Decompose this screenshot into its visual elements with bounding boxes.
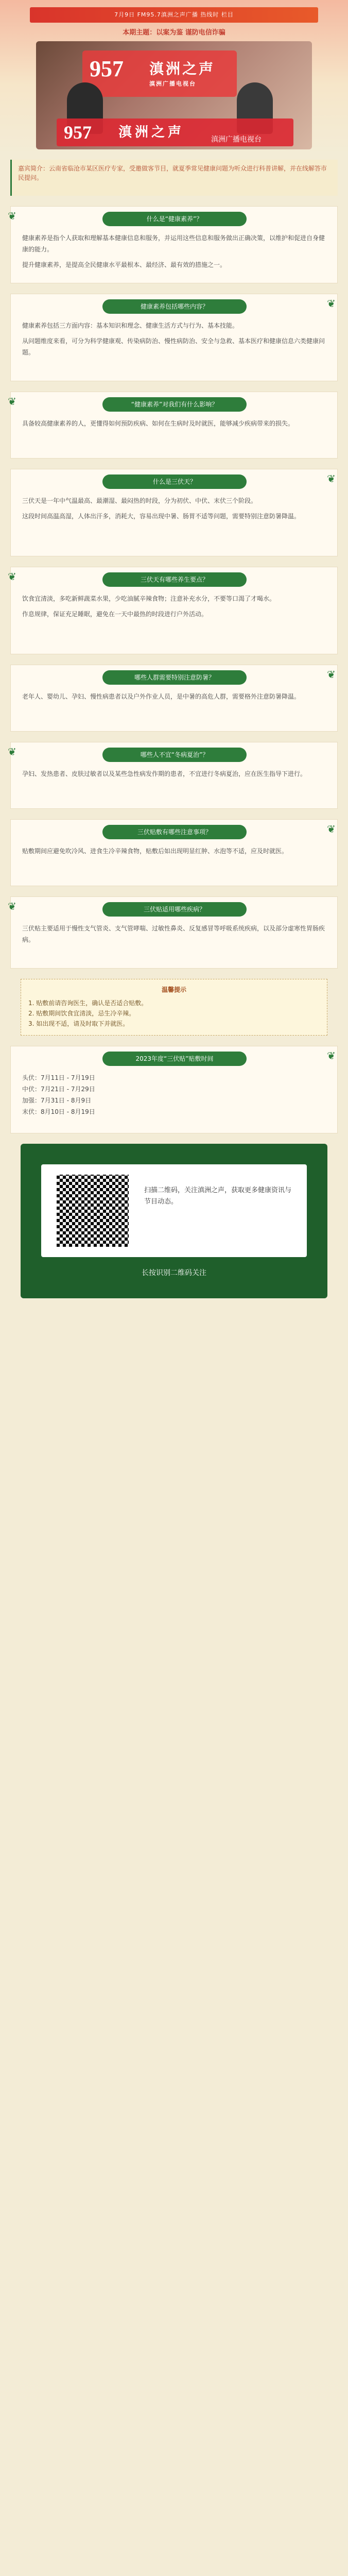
header (0, 0, 348, 155)
section-title: 哪些人群需要特别注意防暑？ (102, 670, 247, 685)
notice-line: 1. 贴敷前请咨询医生，确认是否适合贴敷。 (28, 999, 148, 1007)
section-unsuitable (10, 742, 338, 809)
leaf-icon: ❦ (327, 823, 336, 835)
desk-logo-sub: 滇洲广播电视台 (211, 135, 262, 144)
station-logo-number: 957 (90, 56, 124, 81)
section-title: 三伏贴适用哪些疾病？ (102, 902, 247, 917)
section-title: 什么是“健康素养”？ (102, 212, 247, 226)
section-body (22, 768, 326, 784)
paragraph: 作息规律，保证充足睡眠，避免在一天中最热的时段进行户外活动。 (22, 611, 208, 618)
section-body (22, 320, 326, 362)
leaf-icon: ❦ (327, 472, 336, 485)
leaf-icon: ❦ (327, 297, 336, 310)
leaf-icon: ❦ (8, 900, 16, 912)
leaf-icon: ❦ (8, 745, 16, 758)
section-title: 哪些人不宜“冬病夏治”？ (102, 748, 247, 762)
section-health-tips (10, 567, 338, 654)
section-applicable (10, 896, 338, 969)
paragraph: 孕妇、发热患者、皮肤过敏者以及某些急性病发作期的患者，不宜进行冬病夏治，应在医生指导下进行。 (22, 770, 307, 777)
section-title: 健康素养包括哪些内容？ (102, 299, 247, 314)
section-body (22, 418, 326, 433)
section-precautions (10, 819, 338, 886)
section-literacy-content (10, 294, 338, 381)
section-body (22, 845, 326, 861)
section-health-literacy (10, 206, 338, 283)
station-logo (82, 50, 237, 97)
qr-code[interactable] (57, 1175, 129, 1247)
qr-caption: 长按识别二维码关注 (142, 1269, 206, 1277)
header-subtitle: 本期主题：以案为鉴 谨防电信诈骗 (123, 29, 225, 37)
section-literacy-impact (10, 392, 338, 459)
leaf-icon: ❦ (8, 210, 16, 222)
desk-logo-name: 滇洲之声 (118, 125, 185, 140)
schedule-list (22, 1072, 326, 1117)
notice-box (21, 979, 327, 1036)
section-dog-days (10, 469, 338, 556)
paragraph: 贴敷期间应避免吹冷风、进食生冷辛辣食物，贴敷后如出现明显红肿、水泡等不适，应及时就医。 (22, 848, 288, 855)
leaf-icon: ❦ (327, 668, 336, 681)
paragraph: 老年人、婴幼儿、孕妇、慢性病患者以及户外作业人员，是中暑的高危人群，需要格外注意防暑降温。 (22, 693, 301, 700)
paragraph: 提升健康素养，是提高全民健康水平最根本、最经济、最有效的措施之一。 (22, 261, 227, 268)
paragraph: 三伏天是一年中气温最高、最潮湿、最闷热的时段，分为初伏、中伏、末伏三个阶段。 (22, 497, 257, 504)
guest-intro: 嘉宾简介：云南省临沧市某区医疗专家，受邀做客节目，就夏季常见健康问题为听众进行科普讲解，并在线解答市民提问。 (10, 160, 338, 196)
paragraph: 健康素养包括三方面内容：基本知识和理念、健康生活方式与行为、基本技能。 (22, 322, 239, 329)
notice-line: 2. 贴敷期间饮食宜清淡，忌生冷辛辣。 (28, 1010, 135, 1017)
section-schedule (10, 1046, 338, 1133)
leaf-icon: ❦ (8, 395, 16, 408)
schedule-item: 头伏：7月11日 - 7月19日 (22, 1074, 95, 1081)
section-title: 2023年度“三伏贴”贴敷时间 (102, 1052, 247, 1066)
paragraph: 这段时间高温高湿，人体出汗多，消耗大，容易出现中暑、肠胃不适等问题，需要特别注意防暑降温。 (22, 513, 301, 520)
section-title: 什么是三伏天？ (102, 474, 247, 489)
section-risk-groups (10, 665, 338, 732)
section-body (22, 232, 326, 275)
schedule-item: 末伏：8月10日 - 8月19日 (22, 1108, 95, 1115)
qr-panel (41, 1164, 307, 1257)
qr-text: 扫描二维码，关注滇洲之声，获取更多健康资讯与节目动态。 (144, 1187, 292, 1206)
notice-line: 3. 如出现不适，请及时取下并就医。 (28, 1020, 129, 1027)
schedule-item: 加强：7月31日 - 8月9日 (22, 1097, 92, 1104)
station-logo-sub: 滇洲广播电视台 (149, 80, 196, 87)
section-title: 三伏贴敷有哪些注意事项？ (102, 825, 247, 839)
notice-title: 温馨提示 (161, 986, 186, 993)
section-title: 三伏天有哪些养生要点？ (102, 572, 247, 587)
section-title: “健康素养”对我们有什么影响？ (102, 397, 247, 412)
header-banner: 7月9日 FM95.7滇洲之声广播 热线时 栏目 (30, 7, 318, 23)
paragraph: 从问题维度来看，可分为科学健康观、传染病防治、慢性病防治、安全与急救、基本医疗和健康信息六类健康问题。 (22, 337, 325, 356)
studio-photo (36, 41, 312, 149)
paragraph: 健康素养是指个人获取和理解基本健康信息和服务，并运用这些信息和服务做出正确决策，以维护和促进自身健康的能力。 (22, 234, 325, 253)
qr-card (21, 1144, 327, 1298)
section-body (22, 923, 326, 950)
desk-logo (57, 118, 293, 146)
desk-logo-number: 957 (64, 122, 92, 143)
station-logo-name: 滇洲之声 (149, 60, 216, 77)
section-body (22, 691, 326, 706)
schedule-item: 中伏：7月21日 - 7月29日 (22, 1086, 95, 1093)
paragraph: 具备较高健康素养的人，更懂得如何预防疾病、如何在生病时及时就医，能够减少疾病带来的损失。 (22, 420, 294, 427)
section-body (22, 593, 326, 624)
leaf-icon: ❦ (8, 570, 16, 583)
paragraph: 饮食宜清淡，多吃新鲜蔬菜水果，少吃油腻辛辣食物；注意补充水分，不要等口渴了才喝水。 (22, 595, 276, 602)
leaf-icon: ❦ (327, 1049, 336, 1062)
paragraph: 三伏贴主要适用于慢性支气管炎、支气管哮喘、过敏性鼻炎、反复感冒等呼吸系统疾病，以及部分虚寒性胃肠疾病。 (22, 925, 325, 943)
section-body (22, 495, 326, 526)
